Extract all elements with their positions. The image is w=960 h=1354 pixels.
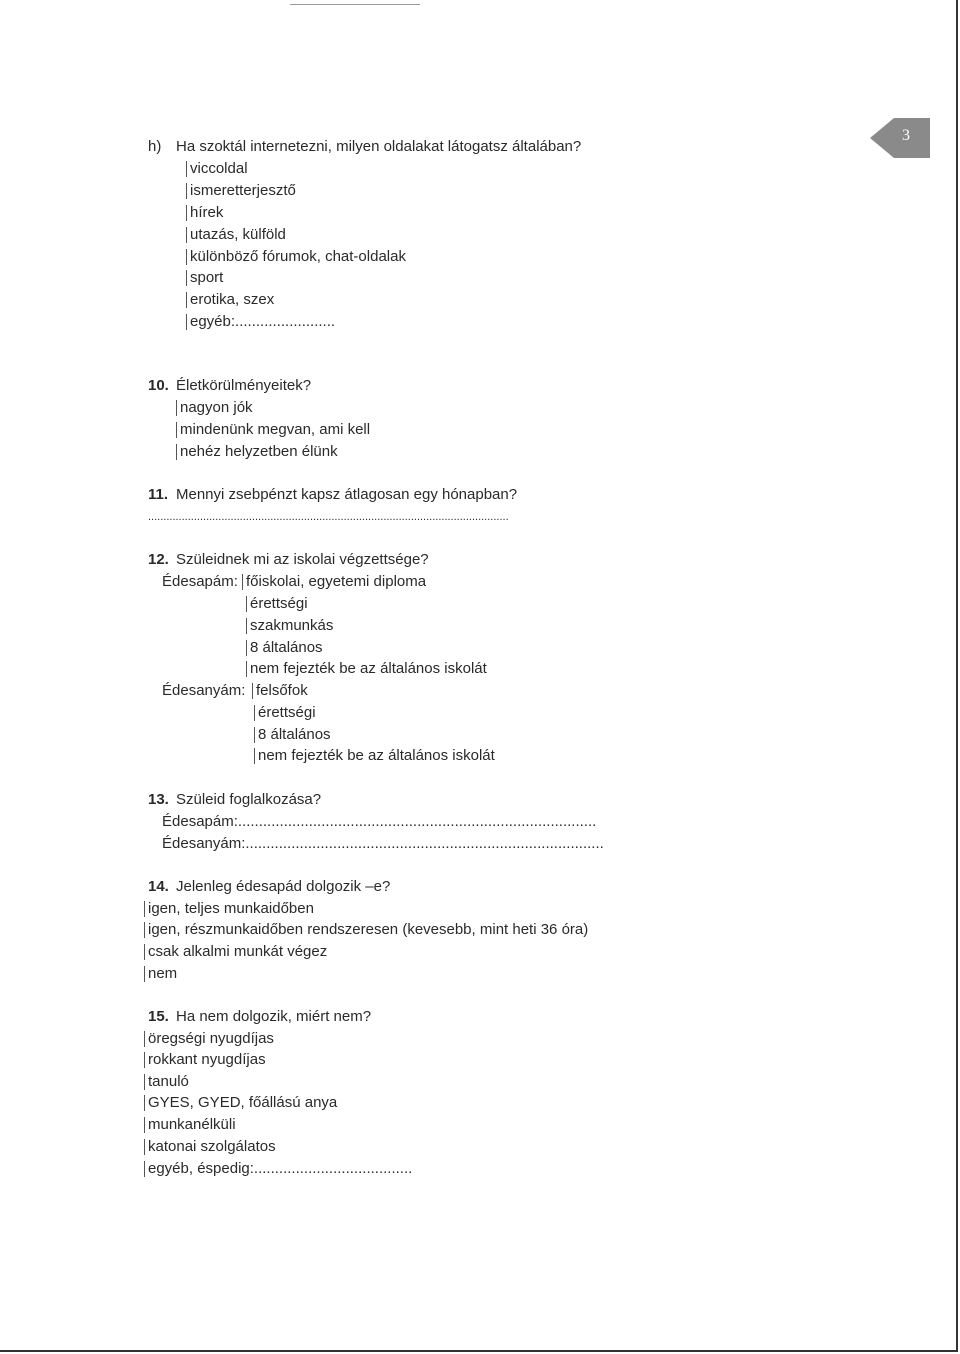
- option-14-4[interactable]: nem: [144, 964, 177, 984]
- option-12-father-5[interactable]: nem fejezték be az általános iskolát: [246, 659, 487, 679]
- option-15-3[interactable]: tanuló: [144, 1072, 189, 1092]
- option-h-7[interactable]: erotika, szex: [186, 290, 274, 310]
- option-12-father-4[interactable]: 8 általános: [246, 638, 323, 658]
- question-14-number: 14.: [148, 878, 169, 895]
- mother-label: Édesanyám:: [162, 682, 246, 699]
- option-12-mother-4[interactable]: nem fejezték be az általános iskolát: [254, 746, 495, 766]
- option-12-father-3[interactable]: szakmunkás: [246, 616, 333, 636]
- question-13-number: 13.: [148, 791, 169, 808]
- page-number: 3: [902, 127, 910, 144]
- question-12-text: Szüleidnek mi az iskolai végzettsége?: [176, 551, 429, 568]
- question-h-label: h): [148, 138, 162, 155]
- option-12-mother-3[interactable]: 8 általános: [254, 725, 331, 745]
- option-15-5[interactable]: munkanélküli: [144, 1115, 236, 1135]
- option-14-3[interactable]: csak alkalmi munkát végez: [144, 942, 327, 962]
- option-h-3[interactable]: hírek: [186, 203, 223, 223]
- option-12-mother-1[interactable]: felsőfok: [252, 681, 308, 701]
- option-15-1[interactable]: öregségi nyugdíjas: [144, 1029, 274, 1049]
- question-14-text: Jelenleg édesapád dolgozik –e?: [176, 878, 391, 895]
- page-border-bottom: [0, 1350, 958, 1352]
- option-15-7[interactable]: egyéb, éspedig:......................................: [144, 1159, 412, 1179]
- option-15-6[interactable]: katonai szolgálatos: [144, 1137, 276, 1157]
- page-border-right: [956, 0, 958, 1352]
- option-10-1[interactable]: nagyon jók: [176, 398, 253, 418]
- question-12-number: 12.: [148, 551, 169, 568]
- page-number-tab-icon: [870, 116, 930, 160]
- option-10-3[interactable]: nehéz helyzetben élünk: [176, 442, 338, 462]
- mother-occupation-field[interactable]: Édesanyám:......................................................................................: [162, 835, 604, 852]
- option-12-father-1[interactable]: főiskolai, egyetemi diploma: [242, 572, 426, 592]
- option-15-2[interactable]: rokkant nyugdíjas: [144, 1050, 266, 1070]
- option-h-8[interactable]: egyéb:........................: [186, 312, 335, 332]
- option-h-4[interactable]: utazás, külföld: [186, 225, 286, 245]
- question-13-text: Szüleid foglalkozása?: [176, 791, 322, 808]
- question-10-number: 10.: [148, 377, 169, 394]
- question-11-answer-line[interactable]: ......................................................................................................................: [148, 511, 509, 523]
- question-h-text: Ha szoktál internetezni, milyen oldalakat látogatsz általában?: [176, 138, 582, 155]
- option-12-father-2[interactable]: érettségi: [246, 594, 308, 614]
- option-14-1[interactable]: igen, teljes munkaidőben: [144, 899, 314, 919]
- top-scan-mark: [290, 4, 420, 5]
- option-14-2[interactable]: igen, részmunkaidőben rendszeresen (kevesebb, mint heti 36 óra): [144, 920, 588, 940]
- option-h-6[interactable]: sport: [186, 268, 223, 288]
- option-10-2[interactable]: mindenünk megvan, ami kell: [176, 420, 370, 440]
- option-15-4[interactable]: GYES, GYED, főállású anya: [144, 1093, 337, 1113]
- option-h-5[interactable]: különböző fórumok, chat-oldalak: [186, 247, 406, 267]
- option-h-2[interactable]: ismeretterjesztő: [186, 181, 296, 201]
- father-label: Édesapám:: [162, 573, 238, 590]
- question-11-number: 11.: [148, 486, 169, 503]
- question-15-text: Ha nem dolgozik, miért nem?: [176, 1008, 372, 1025]
- option-h-1[interactable]: viccoldal: [186, 159, 248, 179]
- question-11-text: Mennyi zsebpénzt kapsz átlagosan egy hónapban?: [176, 486, 518, 503]
- father-occupation-field[interactable]: Édesapám:......................................................................................: [162, 813, 597, 830]
- option-12-mother-2[interactable]: érettségi: [254, 703, 316, 723]
- question-10-text: Életkörülményeitek?: [176, 377, 312, 394]
- question-15-number: 15.: [148, 1008, 169, 1025]
